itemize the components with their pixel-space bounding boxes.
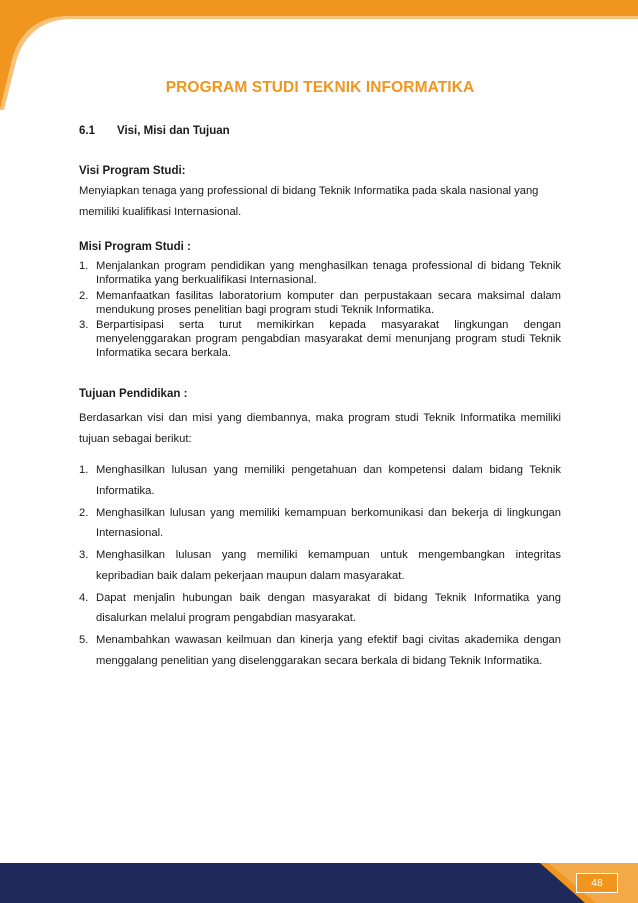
tujuan-list <box>79 460 561 671</box>
list-item: 3. Menghasilkan lulusan yang memiliki kemampuan untuk mengembangkan integritas kepribadian baik dalam pekerjaan maupun dalam masyarakat. <box>79 549 561 582</box>
list-item: 2. Memanfaatkan fasilitas laboratorium komputer dan perpustakaan secara maksimal dalam mendukung proses penelitian bagi program studi Teknik Informatika. <box>79 289 561 316</box>
tujuan-heading: Tujuan Pendidikan : <box>79 388 188 400</box>
page-title: PROGRAM STUDI TEKNIK INFORMATIKA <box>165 79 475 96</box>
tujuan-intro: Berdasarkan visi dan misi yang diembannya, maka program studi Teknik Informatika memiliki tujuan sebagai berikut: <box>79 412 561 445</box>
corner-decoration <box>0 0 638 120</box>
list-item: 2. Menghasilkan lulusan yang memiliki kemampuan berkomunikasi dan bekerja di lingkungan Internasional. <box>79 506 561 539</box>
list-item: 5. Menambahkan wawasan keilmuan dan kinerja yang efektif bagi civitas akademika dengan menggalang penelitian yang diselenggarakan secara berkala di bidang Teknik Informatika. <box>79 634 561 667</box>
footer-band <box>0 863 638 903</box>
misi-heading: Misi Program Studi : <box>79 241 191 253</box>
visi-text: Menyiapkan tenaga yang professional di bidang Teknik Informatika pada skala nasional yang memiliki kualifikasi Internasional. <box>79 185 539 218</box>
list-item: 4. Dapat menjalin hubungan baik dengan masyarakat di bidang Teknik Informatika yang disalurkan melalui program pengabdian masyarakat. <box>79 591 561 624</box>
visi-heading: Visi Program Studi: <box>79 165 186 177</box>
visi-section <box>79 165 561 223</box>
misi-list <box>79 259 561 360</box>
section-number: 6.1 <box>79 125 95 137</box>
list-item: 3. Berpartisipasi serta turut memikirkan kepada masyarakat lingkungan dengan menyelenggarakan program pengabdian masyarakat demi menunjang program studi Teknik Informatika secara berkala. <box>79 319 561 359</box>
tujuan-section <box>79 388 561 673</box>
list-item: 1. Menjalankan program pendidikan yang menghasilkan tenaga professional di bidang Teknik Informatika yang berkualifikasi Internasional. <box>79 260 561 286</box>
section-heading <box>79 125 230 137</box>
misi-section <box>79 241 561 362</box>
list-item: 1. Menghasilkan lulusan yang memiliki pengetahuan dan kompetensi dalam bidang Teknik Informatika. <box>79 464 561 497</box>
page-number: 48 <box>576 873 618 893</box>
section-title: Visi, Misi dan Tujuan <box>117 125 230 137</box>
